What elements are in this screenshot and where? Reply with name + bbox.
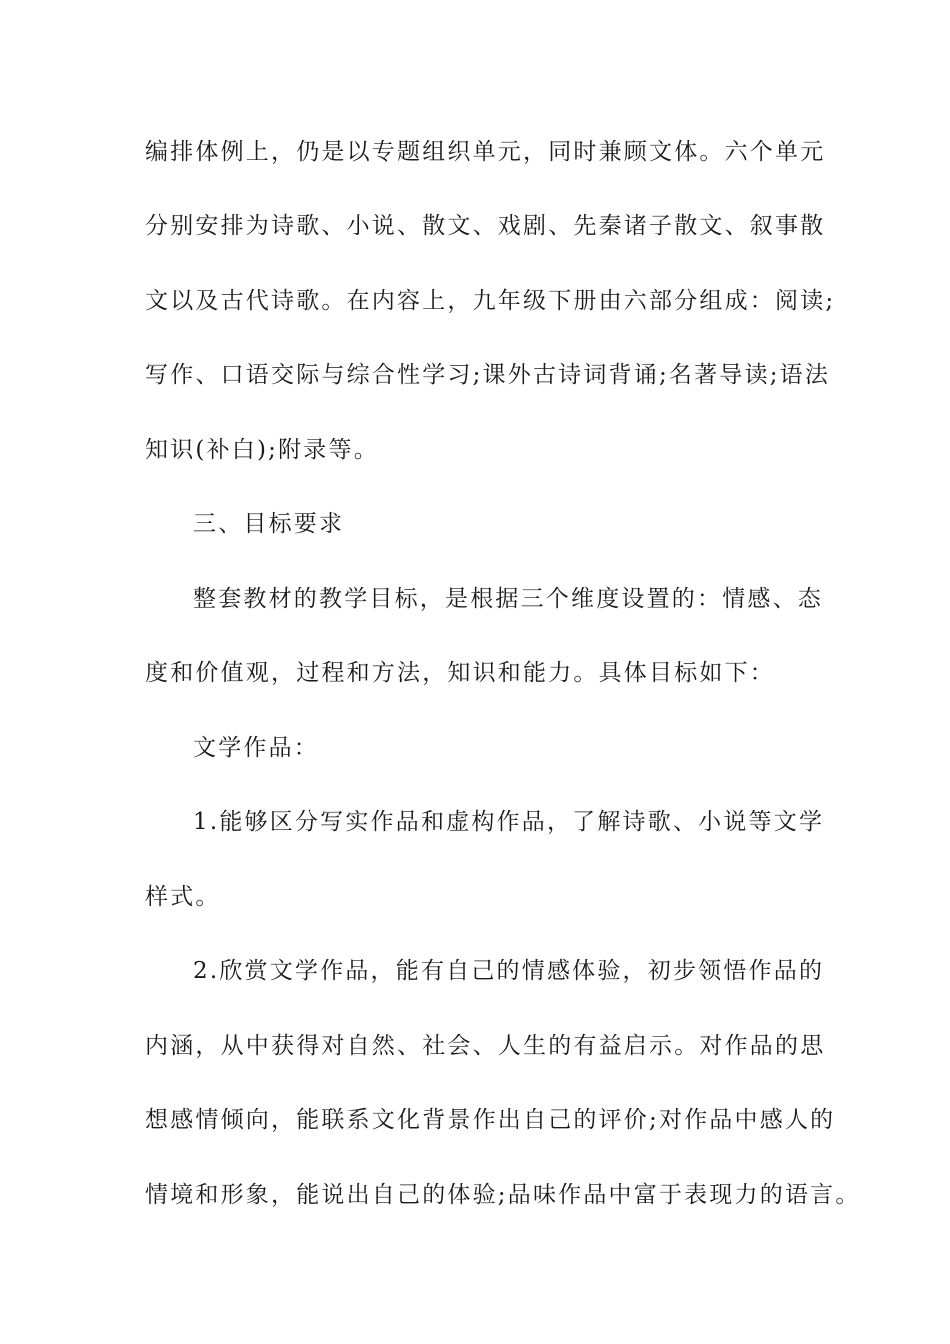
body-text-line: 写作、口语交际与综合性学习;课外古诗词背诵;名著导读;语法 bbox=[145, 362, 831, 388]
list-item-line: 2.欣赏文学作品，能有自己的情感体验，初步领悟作品的 bbox=[193, 958, 825, 984]
body-text-line: 知识(补白);附录等。 bbox=[145, 437, 379, 463]
section-heading: 三、目标要求 bbox=[193, 511, 345, 537]
body-text-line: 分别安排为诗歌、小说、散文、戏剧、先秦诸子散文、叙事散 bbox=[145, 213, 826, 239]
body-text-line: 度和价值观，过程和方法，知识和能力。具体目标如下： bbox=[145, 660, 775, 686]
list-item-line: 内涵，从中获得对自然、社会、人生的有益启示。对作品的思 bbox=[145, 1033, 826, 1059]
list-item-line: 1.能够区分写实作品和虚构作品，了解诗歌、小说等文学 bbox=[193, 809, 825, 835]
body-text-line: 文以及古代诗歌。在内容上，九年级下册由六部分组成：阅读; bbox=[145, 288, 836, 314]
list-item-line: 样式。 bbox=[145, 884, 221, 910]
body-text-line: 编排体例上，仍是以专题组织单元，同时兼顾文体。六个单元 bbox=[145, 139, 826, 165]
list-item-line: 想感情倾向，能联系文化背景作出自己的评价;对作品中感人的 bbox=[145, 1107, 836, 1133]
body-text-line: 整套教材的教学目标，是根据三个维度设置的：情感、态 bbox=[193, 586, 823, 612]
list-item-line: 情境和形象，能说出自己的体验;品味作品中富于表现力的语言。 bbox=[145, 1182, 861, 1208]
subsection-heading: 文学作品： bbox=[193, 735, 319, 761]
